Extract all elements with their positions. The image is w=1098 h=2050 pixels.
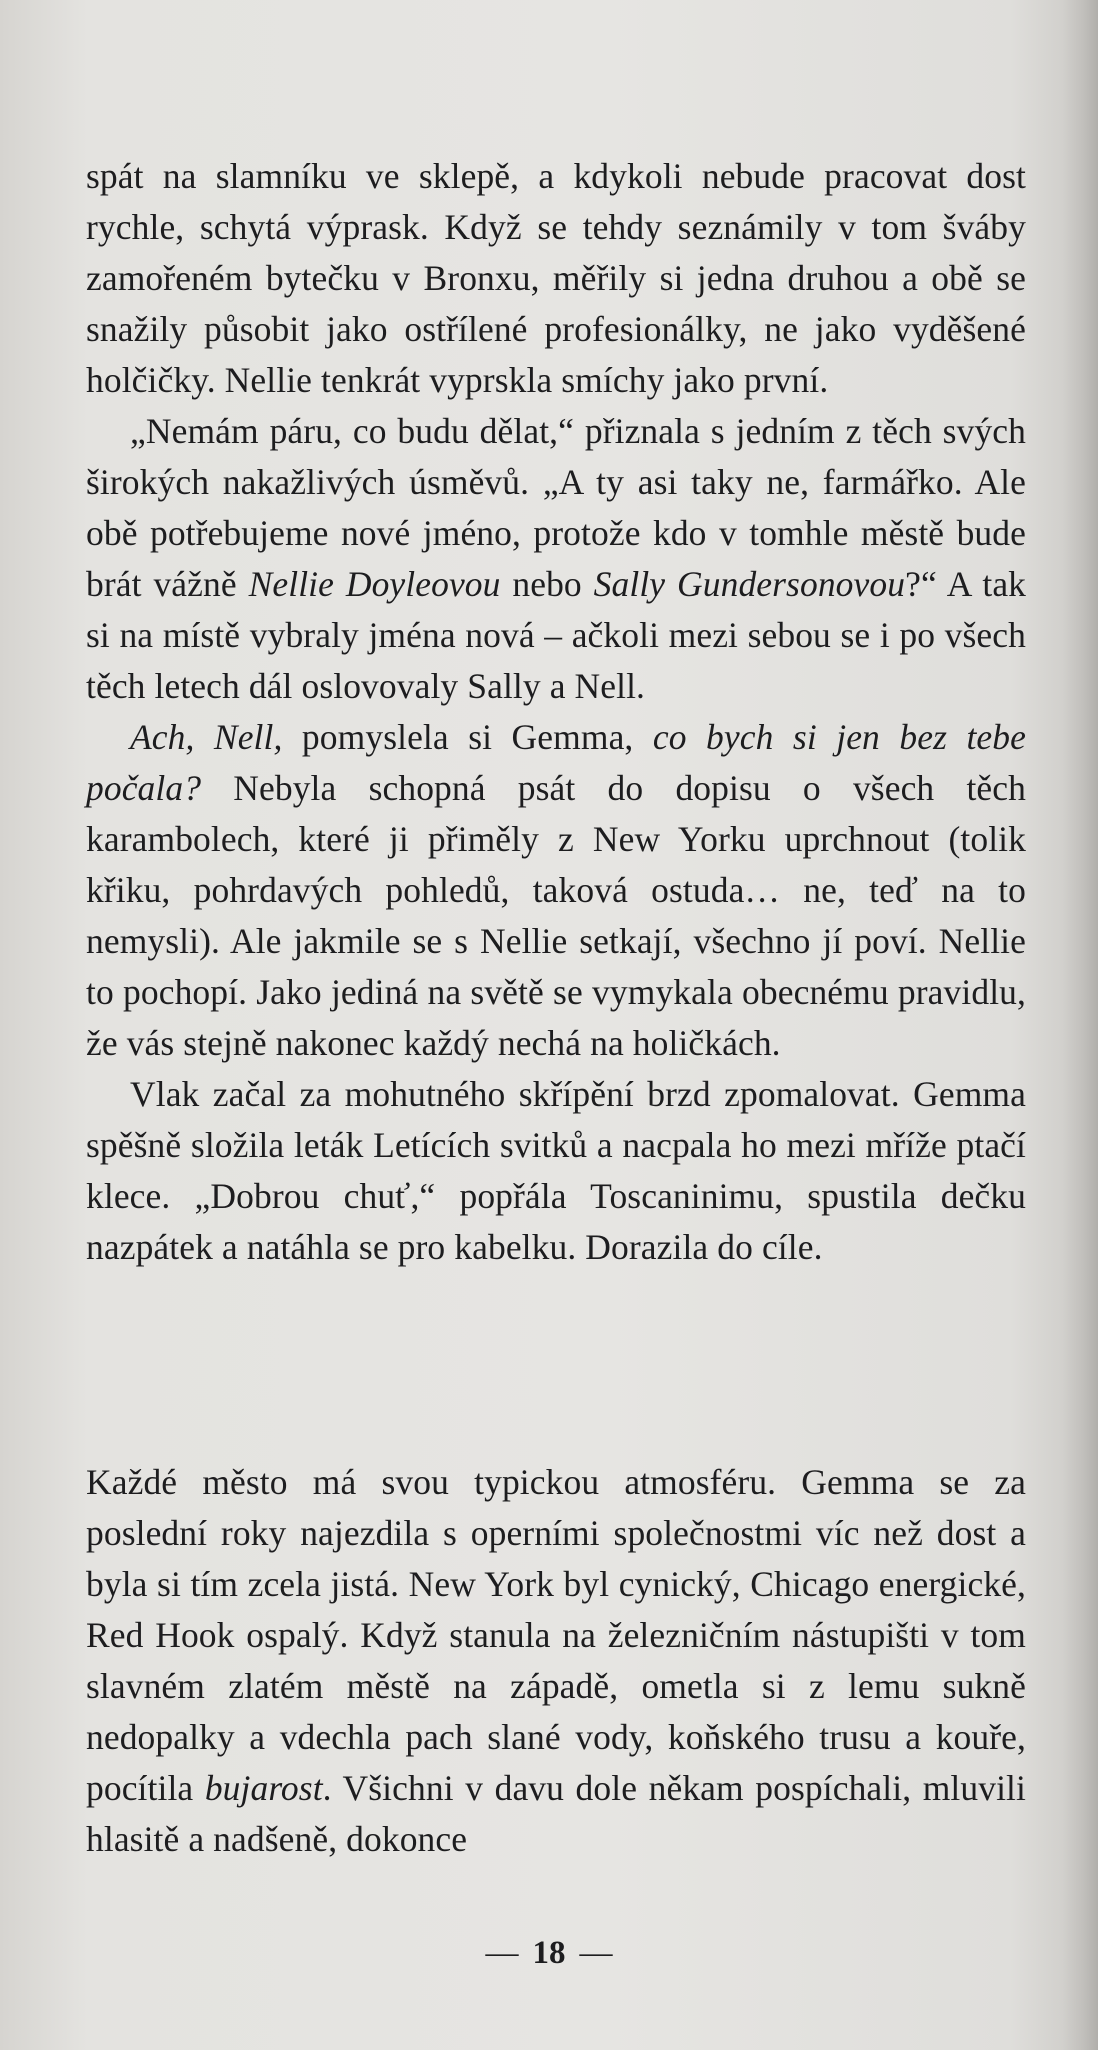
paragraph-4-text: Vlak začal za mohutného skřípění brzd zpomalovat. Gemma spěšně složila leták Letících svitků a nacpala ho mezi mříže ptačí klece. „Dobrou chuť,“ popřála Toscaninimu, spustila dečku nazpátek a natáhla se pro kabelku. Dorazila do cíle.: [86, 1074, 1026, 1267]
paragraph-2: [86, 406, 1026, 712]
thought-co-bych-si: co bych si jen bez tebe počala?: [86, 717, 1026, 808]
paragraph-3: [86, 712, 1026, 1069]
paragraph-2-part-c: ?“ A tak si na místě vybraly jména nová – ačkoli mezi sebou se i po všech těch letech dál oslovovaly Sally a Nell.: [86, 564, 1027, 706]
page-number-dash-left: —: [485, 1935, 519, 1971]
paragraph-4: [86, 1069, 1026, 1273]
text-section-2: [86, 1457, 1026, 1865]
text-section-1: [86, 151, 1026, 1273]
page-number: [0, 1933, 1098, 1973]
name-sally-gundersonova: Sally Gundersonovou: [593, 564, 906, 604]
name-nellie-doyleova: Nellie Doyleovou: [248, 564, 501, 604]
paragraph-5: [86, 1457, 1026, 1865]
paragraph-1: [86, 151, 1026, 406]
page-number-dash-right: —: [579, 1935, 613, 1971]
word-bujarost: bujarost: [204, 1768, 323, 1808]
paragraph-2-part-b: nebo: [500, 564, 594, 604]
paragraph-1-text: spát na slamníku ve sklepě, a kdykoli nebude pracovat dost rychle, schytá výprask. Když se tehdy seznámily v tom šváby zamořeném bytečku v Bronxu, měřily si jedna druhou a obě se snažily působit jako ostřílené profesionálky, ne jako vyděšené holčičky. Nellie tenkrát vyprskla smíchy jako první.: [86, 156, 1026, 400]
spine-shadow: [1062, 0, 1098, 2050]
paragraph-5-part-a: Každé město má svou typickou atmosféru. Gemma se za poslední roky najezdila s operními společnostmi víc než dost a byla si tím zcela jistá. New York byl cynický, Chicago energické, Red Hook ospalý. Když stanula na železničním nástupišti v tom slavném zlatém městě na západě, ometla si z lemu sukně nedopalky a vdechla pach slané vody, koňského trusu a kouře, pocítila: [86, 1462, 1026, 1808]
thought-ach-nell: Ach, Nell,: [130, 717, 283, 757]
page-number-value: 18: [532, 1935, 566, 1971]
paragraph-2-part-a: „Nemám páru, co budu dělat,“ přiznala s jedním z těch svých širokých nakažlivých úsměvů. „A ty asi taky ne, farmářko. Ale obě potřebujeme nové jméno, protože kdo v tomhle městě bude brát vážně: [86, 411, 1026, 604]
paragraph-3-part-b: Nebyla schopná psát do dopisu o všech těch karambolech, které ji přiměly z New Yorku uprchnout (tolik křiku, pohrdavých pohledů, taková ostuda… ne, teď na to nemysli). Ale jakmile se s Nellie setkají, všechno jí poví. Nellie to pochopí. Jako jediná na světě se vymykala obecnému pravidlu, že vás stejně nakonec každý nechá na holičkách.: [86, 768, 1026, 1063]
paragraph-3-part-a: pomyslela si Gemma,: [282, 717, 653, 757]
paragraph-5-part-b: . Všichni v davu dole někam pospíchali, mluvili hlasitě a nadšeně, dokonce: [86, 1768, 1026, 1859]
